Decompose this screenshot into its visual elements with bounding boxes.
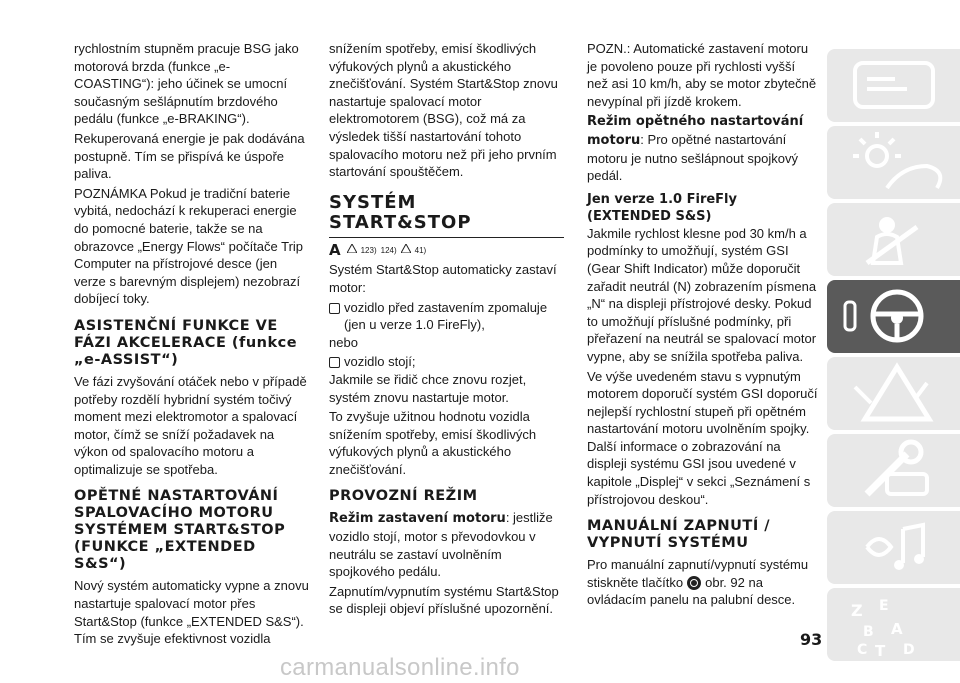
paragraph-text: : jestliže vozidlo stojí, motor s převodovkou v neutrálu se zastaví uvolněním spojkového pedálu.	[329, 510, 553, 580]
paragraph	[587, 556, 819, 609]
paragraph-text: Pro manuální zapnutí/vypnutí systému stiskněte tlačítko	[587, 557, 809, 590]
ref-number: 124)	[380, 245, 397, 255]
chapter-tab-multimedia[interactable]	[827, 511, 960, 584]
chapter-sidebar	[827, 49, 960, 665]
checkbox-bullet-icon	[329, 357, 340, 368]
paragraph: Rekuperovaná energie je pak dodávána postupně. Tím se přispívá ke úspoře paliva.	[74, 130, 305, 182]
chapter-tab-service[interactable]	[827, 434, 960, 507]
index-letter: A	[891, 620, 903, 638]
warning-triangle-icon	[401, 242, 411, 260]
index-letters-icon	[827, 588, 960, 661]
paragraph: Ve fázi zvyšování otáček nebo v případě potřeby rozdělí hybridní systém točivý moment mezi elektromotor a spalovací motor, čímž se sníží požadavek na výkon od spalovacího motoru a optimalizuje se spotřeba.	[74, 373, 307, 477]
paragraph: Jakmile rychlost klesne pod 30 km/h a podmínky to umožňují, systém GSI (Gear Shift Indicator) může doporučit zařadit neutrál (N) zobrazením písmena „N“ na displeji přístrojové desky. Pokud to umožňují příslušné podmínky, při přeřazení na neutrál se spalovací motor vypne, aby se snížila spotřeba paliva.	[587, 225, 817, 364]
index-letter: C	[857, 642, 868, 658]
paragraph: POZN.: Automatické zastavení motoru je povoleno pouze při rychlosti vyšší než asi 10 km/h, aby se motor zbytečně nevypínal při jízdě krokem.	[587, 41, 817, 109]
safety-icon	[827, 203, 960, 276]
subsection-heading: Jen verze 1.0 FireFly (EXTENDED S&S)	[587, 191, 737, 224]
steering-wheel-icon	[827, 280, 960, 353]
warning-triangle-icon	[827, 357, 960, 430]
paragraph: Nový systém automaticky vypne a znovu nastartuje spalovací motor přes Start&Stop (funkce „EXTENDED S&S“). Tím se zvyšuje efektivnost vozidla	[74, 578, 309, 647]
paragraph-text: : Pro opětné nastartování motoru je nutno sešlápnout spojkový pedál.	[587, 131, 799, 184]
column-1	[74, 40, 310, 650]
section-heading-assist: ASISTENČNÍ FUNKCE VE FÁZI AKCELERACE (funkce „e-ASSIST“)	[74, 317, 298, 368]
warning-triangle-icon	[347, 242, 357, 260]
list-item	[329, 299, 564, 334]
ref-number: 123)	[360, 245, 377, 255]
start-stop-button-icon	[687, 576, 701, 590]
section-heading-manual: MANUÁLNÍ ZAPNUTÍ / VYPNUTÍ SYSTÉMU	[587, 518, 771, 552]
paragraph-text: obr. 92 na ovládacím panelu na palubní desce.	[587, 574, 796, 608]
paragraph: POZNÁMKA Pokud je tradiční baterie vybitá, nedochází k rekuperaci energie do pomocné baterie, takže se na obrazovce „Energy Flows“ počítače Trip Computer na přístrojové desce (jen verze s barevným displejem) nezobrazí dobíjecí toky.	[74, 185, 304, 307]
paragraph: Systém Start&Stop automaticky zastaví motor:	[329, 262, 557, 295]
service-wrench-icon	[827, 434, 960, 507]
list-item-text: vozidlo stojí;	[344, 354, 416, 370]
page-number: 93	[800, 630, 823, 649]
chapter-tab-driving[interactable]	[827, 280, 960, 353]
paragraph: Zapnutím/vypnutím systému Start&Stop se displeji objeví příslušné upozornění.	[329, 583, 559, 617]
ref-number: 41)	[414, 245, 427, 255]
warning-references	[329, 242, 564, 260]
car-info-icon	[827, 49, 960, 122]
index-letter: T	[875, 642, 886, 660]
paragraph: Jakmile se řidič chce znovu rozjet, systém znovu nastartuje motor.	[329, 371, 527, 405]
paragraph: nebo	[329, 334, 358, 350]
list-item	[329, 353, 564, 371]
bold-lead: Režim zastavení motoru	[329, 511, 506, 527]
multimedia-icon	[827, 511, 960, 584]
bold-lead: Režim opětného nastartování motoru	[587, 114, 804, 148]
paragraph: rychlostním stupněm pracuje BSG jako motorová brzda (funkce „e-COASTING“): jeho účinek se umocní současným sešlápnutím brzdového pedálu (funkce „e-BRAKING“).	[74, 41, 299, 127]
chapter-tab-dashboard[interactable]	[827, 126, 960, 199]
watermark: carmanualsonline.info	[280, 654, 520, 681]
paragraph: snížením spotřeby, emisí škodlivých výfukových plynů a akustického znečišťování. Systém Start&Stop znovu nastartuje spalovací motor elektromotorem (BSG), což má za výsledek tišší nastartování tohoto spalovacího motoru než při jeho prvním startování spouštěčem.	[329, 41, 558, 180]
checkbox-bullet-icon	[329, 303, 340, 314]
column-3	[587, 40, 819, 611]
paragraph: To zvyšuje užitnou hodnotu vozidla snížením spotřeby, emisí škodlivých výfukových plynů a akustického znečišťování.	[329, 409, 537, 477]
section-heading-mode: PROVOZNÍ REŽIM	[329, 488, 478, 505]
section-heading-system: SYSTÉM START&STOP	[329, 193, 564, 238]
section-heading-restart: OPĚTNÉ NASTARTOVÁNÍ SPALOVACÍHO MOTORU SYSTÉMEM START&STOP (FUNKCE „EXTENDED S&S“)	[74, 488, 286, 573]
chapter-tab-emergency[interactable]	[827, 357, 960, 430]
column-2	[329, 40, 564, 620]
chapter-tab-index[interactable]	[827, 588, 960, 661]
dashboard-lights-icon	[827, 126, 960, 199]
index-letter: Z	[851, 601, 863, 620]
start-stop-symbol-icon: A	[329, 240, 341, 259]
chapter-tab-car-info[interactable]	[827, 49, 960, 122]
paragraph	[329, 509, 564, 580]
chapter-tab-safety[interactable]	[827, 203, 960, 276]
index-letter: E	[879, 598, 889, 614]
paragraph	[587, 112, 819, 184]
index-letter: B	[863, 624, 874, 640]
index-letter: D	[903, 642, 915, 658]
paragraph: Ve výše uvedeném stavu s vypnutým motorem doporučí systém GSI doporučí nejlepší rychlostní stupeň při opětném nastartování motoru uvolněním spojky. Další informace o zobrazování na displeji systému GSI jsou uvedené v kapitole „Displej“ v sekci „Seznámení s přístrojovou deskou“.	[587, 368, 818, 507]
list-item-text: vozidlo před zastavením zpomaluje (jen u verze 1.0 FireFly),	[344, 299, 548, 333]
